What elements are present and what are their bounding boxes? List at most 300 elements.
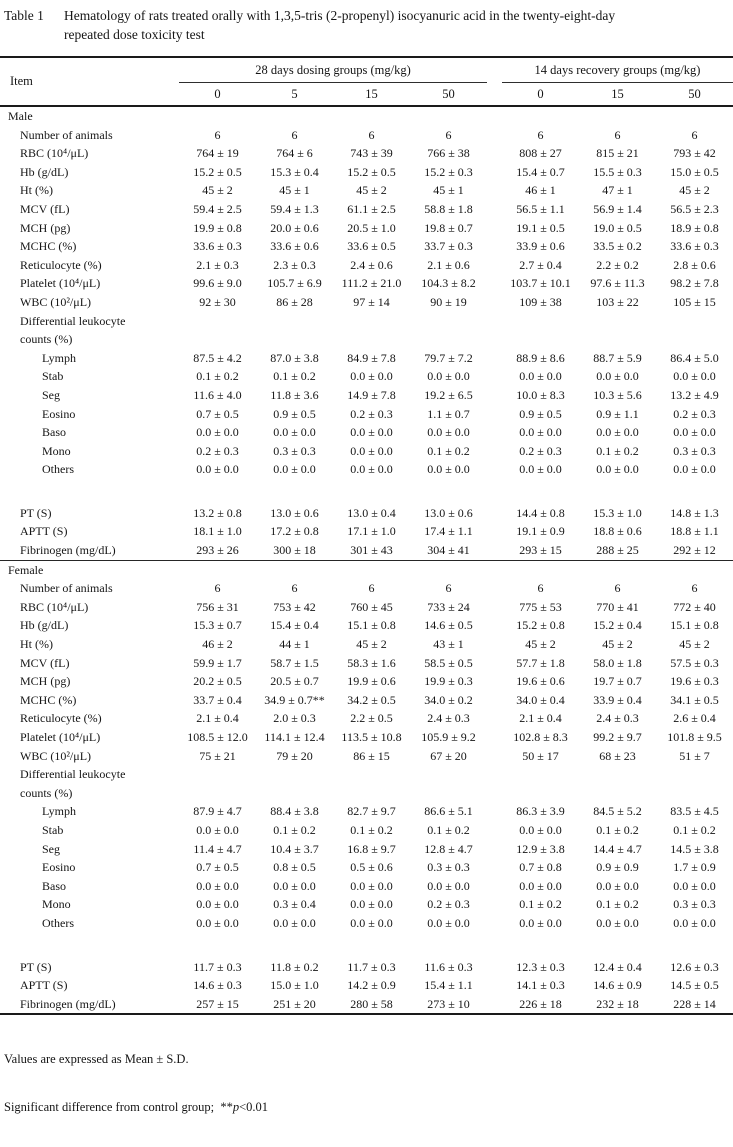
table-row (0, 330, 733, 349)
row-label: APTT (S) (20, 524, 68, 539)
value-cell: 251 ± 20 (273, 996, 316, 1011)
value-cell: 0.3 ± 0.3 (673, 897, 716, 912)
value-cell: 300 ± 18 (273, 543, 316, 558)
column-gap (487, 821, 502, 840)
value-cell: 105.7 ± 6.9 (267, 276, 322, 291)
value-cell (333, 784, 410, 803)
value-cell: 56.5 ± 1.1 (516, 201, 565, 216)
value-cell: 293 ± 26 (196, 543, 239, 558)
value-cell: 15.0 ± 0.5 (670, 164, 719, 179)
value-cell: 2.7 ± 0.4 (519, 257, 562, 272)
column-gap (487, 274, 502, 293)
value-cell: 45 ± 2 (202, 183, 233, 198)
value-cell (256, 312, 333, 331)
value-cell: 19.8 ± 0.7 (424, 220, 473, 235)
value-cell: 12.4 ± 0.4 (593, 959, 642, 974)
row-label: Ht (%) (20, 637, 53, 652)
value-cell (179, 765, 256, 784)
column-gap (487, 256, 502, 275)
value-cell: 46 ± 2 (202, 637, 233, 652)
row-label: Mono (42, 897, 71, 912)
value-cell: 0.0 ± 0.0 (596, 878, 639, 893)
table-row (0, 386, 733, 405)
dose-col-header: 5 (256, 83, 333, 107)
column-gap (487, 858, 502, 877)
column-gap (487, 958, 502, 977)
value-cell: 10.3 ± 5.6 (593, 387, 642, 402)
value-cell: 2.0 ± 0.3 (273, 711, 316, 726)
value-cell: 0.3 ± 0.3 (273, 443, 316, 458)
recovery-group-header: 14 days recovery groups (mg/kg) (502, 57, 733, 83)
row-label: Eosino (42, 860, 76, 875)
value-cell: 2.8 ± 0.6 (673, 257, 716, 272)
value-cell: 0.0 ± 0.0 (273, 878, 316, 893)
value-cell: 0.0 ± 0.0 (596, 915, 639, 930)
value-cell: 815 ± 21 (596, 146, 639, 161)
column-gap (487, 541, 502, 560)
value-cell: 0.0 ± 0.0 (350, 425, 393, 440)
value-cell: 0.3 ± 0.3 (673, 443, 716, 458)
value-cell: 58.3 ± 1.6 (347, 655, 396, 670)
row-label: APTT (S) (20, 978, 68, 993)
dose-col-header: 0 (502, 83, 579, 107)
value-cell: 2.4 ± 0.6 (350, 257, 393, 272)
value-cell (179, 784, 256, 803)
value-cell: 103.7 ± 10.1 (510, 276, 571, 291)
value-cell: 0.1 ± 0.2 (350, 822, 393, 837)
column-gap (487, 709, 502, 728)
value-cell: 0.0 ± 0.0 (273, 462, 316, 477)
row-label: Platelet (10⁴/μL) (20, 730, 101, 744)
table-row (0, 256, 733, 275)
column-gap (487, 765, 502, 784)
value-cell: 18.8 ± 0.6 (593, 524, 642, 539)
row-label: counts (%) (20, 785, 73, 800)
row-label: Seg (42, 841, 60, 856)
value-cell: 98.2 ± 7.8 (670, 276, 719, 291)
value-cell: 0.0 ± 0.0 (273, 425, 316, 440)
value-cell: 34.0 ± 0.4 (516, 692, 565, 707)
table-row (0, 821, 733, 840)
value-cell: 2.3 ± 0.3 (273, 257, 316, 272)
value-cell: 2.2 ± 0.2 (596, 257, 639, 272)
value-cell: 82.7 ± 9.7 (347, 804, 396, 819)
row-label: Eosino (42, 406, 76, 421)
value-cell (656, 765, 733, 784)
value-cell: 0.0 ± 0.0 (596, 425, 639, 440)
value-cell: 87.9 ± 4.7 (193, 804, 242, 819)
value-cell: 33.7 ± 0.3 (424, 239, 473, 254)
footnotes (0, 1015, 733, 1147)
value-cell (502, 784, 579, 803)
value-cell: 88.7 ± 5.9 (593, 350, 642, 365)
value-cell: 0.0 ± 0.0 (427, 915, 470, 930)
value-cell: 34.1 ± 0.5 (670, 692, 719, 707)
section-label: Male (8, 109, 33, 123)
row-label: Reticulocyte (%) (20, 711, 102, 726)
column-gap (487, 802, 502, 821)
value-cell: 45 ± 1 (279, 183, 310, 198)
table-row (0, 274, 733, 293)
column-gap (487, 144, 502, 163)
column-gap (487, 691, 502, 710)
value-cell: 33.6 ± 0.3 (193, 239, 242, 254)
section-header-row (0, 106, 733, 126)
value-cell: 13.0 ± 0.6 (270, 505, 319, 520)
value-cell: 88.9 ± 8.6 (516, 350, 565, 365)
value-cell: 228 ± 14 (673, 996, 716, 1011)
row-label: MCV (fL) (20, 655, 70, 670)
row-label: Baso (42, 425, 66, 440)
value-cell: 75 ± 21 (199, 748, 236, 763)
table-row (0, 405, 733, 424)
value-cell: 775 ± 53 (519, 599, 562, 614)
value-cell: 58.7 ± 1.5 (270, 655, 319, 670)
row-label: Lymph (42, 804, 77, 819)
value-cell: 102.8 ± 8.3 (513, 730, 568, 744)
value-cell: 45 ± 2 (679, 637, 710, 652)
value-cell (656, 312, 733, 331)
value-cell: 0.0 ± 0.0 (427, 369, 470, 384)
value-cell: 34.0 ± 0.2 (424, 692, 473, 707)
value-cell: 18.1 ± 1.0 (193, 524, 242, 539)
blank-cell (0, 479, 733, 504)
value-cell: 13.2 ± 0.8 (193, 505, 242, 520)
value-cell: 0.8 ± 0.5 (273, 860, 316, 875)
value-cell: 6 (368, 127, 375, 142)
column-gap (487, 442, 502, 461)
column-gap (487, 181, 502, 200)
row-label: Lymph (42, 350, 77, 365)
value-cell: 6 (691, 581, 698, 596)
value-cell: 56.9 ± 1.4 (593, 201, 642, 216)
value-cell: 97.6 ± 11.3 (590, 276, 645, 291)
row-label: MCV (fL) (20, 201, 70, 216)
value-cell: 14.4 ± 4.7 (593, 841, 642, 856)
table-row (0, 312, 733, 331)
table-row (0, 367, 733, 386)
table-row (0, 126, 733, 145)
value-cell (179, 330, 256, 349)
value-cell: 11.7 ± 0.3 (193, 959, 242, 974)
table-row (0, 237, 733, 256)
value-cell: 0.1 ± 0.2 (427, 822, 470, 837)
value-cell: 15.3 ± 0.4 (270, 164, 319, 179)
value-cell: 292 ± 12 (673, 543, 716, 558)
value-cell: 79.7 ± 7.2 (424, 350, 473, 365)
row-label: counts (%) (20, 332, 73, 347)
footnote-values: Values are expressed as Mean ± S.D. (4, 1052, 189, 1067)
value-cell: 11.6 ± 4.0 (193, 387, 242, 402)
table-row (0, 579, 733, 598)
value-cell: 273 ± 10 (427, 996, 470, 1011)
value-cell: 6 (445, 127, 452, 142)
value-cell: 90 ± 19 (430, 294, 467, 309)
table-row (0, 858, 733, 877)
value-cell: 58.0 ± 1.8 (593, 655, 642, 670)
value-cell: 68 ± 23 (599, 748, 636, 763)
value-cell: 99.6 ± 9.0 (193, 276, 242, 291)
value-cell: 45 ± 2 (679, 183, 710, 198)
table-row (0, 293, 733, 312)
row-label: Others (42, 462, 74, 477)
table-row (0, 976, 733, 995)
value-cell: 84.9 ± 7.8 (347, 350, 396, 365)
table-row (0, 691, 733, 710)
value-cell: 14.9 ± 7.8 (347, 387, 396, 402)
value-cell: 0.7 ± 0.5 (196, 406, 239, 421)
table-caption (0, 0, 733, 44)
value-cell: 86.3 ± 3.9 (516, 804, 565, 819)
value-cell: 19.9 ± 0.8 (193, 220, 242, 235)
item-column-header: Item (0, 57, 179, 106)
value-cell: 109 ± 38 (519, 294, 562, 309)
value-cell: 105.9 ± 9.2 (421, 730, 476, 744)
column-gap (487, 747, 502, 766)
value-cell: 6 (445, 581, 452, 596)
dose-col-header: 50 (656, 83, 733, 107)
value-cell: 6 (537, 581, 544, 596)
value-cell (410, 330, 487, 349)
section-header-row (0, 560, 733, 579)
value-cell: 15.1 ± 0.8 (347, 618, 396, 633)
value-cell: 0.0 ± 0.0 (519, 878, 562, 893)
dose-col-header: 0 (179, 83, 256, 107)
value-cell: 87.0 ± 3.8 (270, 350, 319, 365)
value-cell: 15.4 ± 1.1 (424, 978, 473, 993)
value-cell: 101.8 ± 9.5 (667, 730, 722, 744)
value-cell: 6 (368, 581, 375, 596)
value-cell: 20.5 ± 0.7 (270, 674, 319, 689)
value-cell: 14.5 ± 0.5 (670, 978, 719, 993)
value-cell: 2.1 ± 0.6 (427, 257, 470, 272)
value-cell: 43 ± 1 (433, 637, 464, 652)
row-label: Platelet (10⁴/μL) (20, 276, 101, 291)
value-cell: 15.2 ± 0.5 (193, 164, 242, 179)
value-cell: 6 (214, 127, 221, 142)
value-cell: 15.1 ± 0.8 (670, 618, 719, 633)
table-row (0, 914, 733, 933)
value-cell: 0.0 ± 0.0 (427, 878, 470, 893)
value-cell: 2.4 ± 0.3 (427, 711, 470, 726)
value-cell: 743 ± 39 (350, 146, 393, 161)
row-label: Fibrinogen (mg/dL) (20, 996, 116, 1011)
column-gap (487, 635, 502, 654)
table-row (0, 423, 733, 442)
column-gap (487, 386, 502, 405)
value-cell: 33.7 ± 0.4 (193, 692, 242, 707)
value-cell: 59.4 ± 1.3 (270, 201, 319, 216)
table-number: Table 1 (4, 8, 44, 23)
value-cell: 14.1 ± 0.3 (516, 978, 565, 993)
value-cell: 58.8 ± 1.8 (424, 201, 473, 216)
value-cell: 6 (537, 127, 544, 142)
value-cell: 12.6 ± 0.3 (670, 959, 719, 974)
value-cell: 59.9 ± 1.7 (193, 655, 242, 670)
value-cell: 45 ± 2 (356, 637, 387, 652)
value-cell: 2.4 ± 0.3 (596, 711, 639, 726)
value-cell: 0.0 ± 0.0 (596, 462, 639, 477)
value-cell: 10.4 ± 3.7 (270, 841, 319, 856)
value-cell: 47 ± 1 (602, 183, 633, 198)
table-row (0, 200, 733, 219)
value-cell: 57.7 ± 1.8 (516, 655, 565, 670)
caption-line-2: repeated dose toxicity test (64, 27, 205, 42)
value-cell: 301 ± 43 (350, 543, 393, 558)
value-cell: 0.1 ± 0.2 (427, 443, 470, 458)
row-label: Seg (42, 387, 60, 402)
value-cell: 19.0 ± 0.5 (593, 220, 642, 235)
column-gap (487, 672, 502, 691)
value-cell: 13.2 ± 4.9 (670, 387, 719, 402)
value-cell: 764 ± 6 (276, 146, 313, 161)
value-cell: 45 ± 1 (433, 183, 464, 198)
value-cell: 11.8 ± 3.6 (270, 387, 319, 402)
value-cell: 34.2 ± 0.5 (347, 692, 396, 707)
value-cell: 232 ± 18 (596, 996, 639, 1011)
value-cell: 2.6 ± 0.4 (673, 711, 716, 726)
value-cell: 0.1 ± 0.2 (596, 897, 639, 912)
value-cell: 86 ± 15 (353, 748, 390, 763)
value-cell (256, 330, 333, 349)
value-cell: 0.0 ± 0.0 (519, 369, 562, 384)
value-cell: 83.5 ± 4.5 (670, 804, 719, 819)
value-cell: 0.0 ± 0.0 (350, 443, 393, 458)
value-cell: 19.7 ± 0.7 (593, 674, 642, 689)
table-header (0, 57, 733, 106)
value-cell: 770 ± 41 (596, 599, 639, 614)
row-label: Mono (42, 443, 71, 458)
value-cell: 17.2 ± 0.8 (270, 524, 319, 539)
column-gap (487, 522, 502, 541)
column-gap (487, 200, 502, 219)
value-cell: 0.0 ± 0.0 (196, 897, 239, 912)
value-cell: 0.1 ± 0.2 (196, 369, 239, 384)
value-cell: 760 ± 45 (350, 599, 393, 614)
value-cell: 0.0 ± 0.0 (427, 425, 470, 440)
value-cell: 92 ± 30 (199, 294, 236, 309)
row-label: Others (42, 915, 74, 930)
value-cell: 19.6 ± 0.3 (670, 674, 719, 689)
row-label: Number of animals (20, 581, 113, 596)
value-cell: 15.3 ± 0.7 (193, 618, 242, 633)
row-label: Reticulocyte (%) (20, 257, 102, 272)
table-row (0, 144, 733, 163)
row-label: Stab (42, 369, 64, 384)
column-gap (487, 312, 502, 331)
value-cell: 56.5 ± 2.3 (670, 201, 719, 216)
column-gap (487, 728, 502, 747)
value-cell: 14.6 ± 0.3 (193, 978, 242, 993)
blank-cell (0, 933, 733, 958)
value-cell: 0.0 ± 0.0 (350, 462, 393, 477)
table-row (0, 895, 733, 914)
value-cell: 14.6 ± 0.5 (424, 618, 473, 633)
value-cell (256, 765, 333, 784)
value-cell: 6 (614, 127, 621, 142)
table-row (0, 635, 733, 654)
value-cell: 14.2 ± 0.9 (347, 978, 396, 993)
value-cell: 57.5 ± 0.3 (670, 655, 719, 670)
value-cell: 0.9 ± 0.5 (273, 406, 316, 421)
value-cell: 19.1 ± 0.5 (516, 220, 565, 235)
value-cell: 756 ± 31 (196, 599, 239, 614)
value-cell: 0.9 ± 1.1 (596, 406, 639, 421)
value-cell: 34.9 ± 0.7** (264, 692, 325, 707)
value-cell: 10.0 ± 8.3 (516, 387, 565, 402)
dose-col-header: 15 (333, 83, 410, 107)
value-cell: 0.7 ± 0.8 (519, 860, 562, 875)
value-cell: 257 ± 15 (196, 996, 239, 1011)
value-cell: 33.9 ± 0.4 (593, 692, 642, 707)
footnote-significance: Significant difference from control group; **p<0.01 (4, 1100, 269, 1115)
value-cell: 14.6 ± 0.9 (593, 978, 642, 993)
row-label: Differential leukocyte (20, 767, 126, 782)
value-cell: 108.5 ± 12.0 (187, 730, 248, 744)
value-cell: 0.1 ± 0.2 (596, 822, 639, 837)
value-cell: 764 ± 19 (196, 146, 239, 161)
value-cell (502, 312, 579, 331)
column-gap (487, 330, 502, 349)
value-cell: 793 ± 42 (673, 146, 716, 161)
column-gap (487, 405, 502, 424)
value-cell: 67 ± 20 (430, 748, 467, 763)
value-cell: 19.9 ± 0.3 (424, 674, 473, 689)
value-cell: 6 (214, 581, 221, 596)
dosing-group-header: 28 days dosing groups (mg/kg) (179, 57, 487, 83)
value-cell: 12.9 ± 3.8 (516, 841, 565, 856)
column-gap (487, 914, 502, 933)
group-header-row (0, 57, 733, 83)
column-gap (487, 460, 502, 479)
value-cell: 0.0 ± 0.0 (519, 915, 562, 930)
row-label: Hb (g/dL) (20, 164, 69, 179)
table-row (0, 654, 733, 673)
value-cell: 51 ± 7 (679, 748, 710, 763)
value-cell: 0.0 ± 0.0 (519, 425, 562, 440)
value-cell: 0.1 ± 0.2 (596, 443, 639, 458)
value-cell: 14.4 ± 0.8 (516, 505, 565, 520)
value-cell: 11.6 ± 0.3 (424, 959, 473, 974)
value-cell: 33.5 ± 0.2 (593, 239, 642, 254)
table-row (0, 219, 733, 238)
value-cell: 97 ± 14 (353, 294, 390, 309)
table-row (0, 728, 733, 747)
value-cell: 15.2 ± 0.3 (424, 164, 473, 179)
value-cell: 0.0 ± 0.0 (196, 462, 239, 477)
row-label: Hb (g/dL) (20, 618, 69, 633)
value-cell: 0.5 ± 0.6 (350, 860, 393, 875)
value-cell: 808 ± 27 (519, 146, 562, 161)
value-cell: 114.1 ± 12.4 (264, 730, 325, 744)
value-cell: 15.3 ± 1.0 (593, 505, 642, 520)
value-cell (579, 330, 656, 349)
value-cell: 19.9 ± 0.6 (347, 674, 396, 689)
value-cell: 0.3 ± 0.3 (427, 860, 470, 875)
value-cell: 11.8 ± 0.2 (270, 959, 319, 974)
value-cell (579, 784, 656, 803)
value-cell: 0.2 ± 0.3 (673, 406, 716, 421)
value-cell: 18.9 ± 0.8 (670, 220, 719, 235)
column-gap (487, 895, 502, 914)
value-cell: 61.1 ± 2.5 (347, 201, 396, 216)
value-cell: 20.0 ± 0.6 (270, 220, 319, 235)
row-label: RBC (10⁴/μL) (20, 146, 89, 161)
table-row (0, 784, 733, 803)
column-gap (487, 423, 502, 442)
value-cell: 772 ± 40 (673, 599, 716, 614)
value-cell: 15.2 ± 0.4 (593, 618, 642, 633)
